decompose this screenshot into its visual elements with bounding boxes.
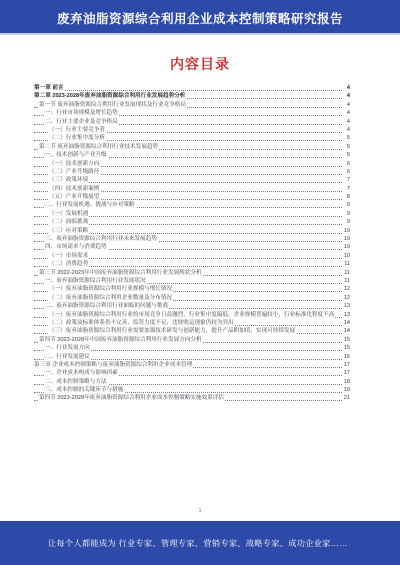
toc-entry[interactable] <box>34 369 350 377</box>
toc-entry[interactable] <box>34 260 350 268</box>
toc-entry-label: 三、成本控制的关键环节与措施 <box>45 387 124 394</box>
toc-entry-label: （五）产业升级展望 <box>49 194 100 201</box>
toc-entry[interactable] <box>34 126 350 134</box>
toc-entry[interactable] <box>34 168 350 176</box>
toc-entry[interactable] <box>34 176 350 184</box>
toc-entry-label: 第一章 前言 <box>34 85 64 91</box>
toc-entry[interactable] <box>34 134 350 142</box>
toc-entry-label: （二）产业升级路径 <box>49 168 100 175</box>
toc-entry-page: 4 <box>346 93 350 100</box>
toc-entry[interactable] <box>34 361 350 369</box>
toc-entry-page: 4 <box>346 110 350 117</box>
toc-entry[interactable] <box>34 84 350 92</box>
toc-entry[interactable] <box>34 285 350 293</box>
toc-entry[interactable] <box>34 210 350 218</box>
toc-entry-label: （一）行业主要竞争者 <box>49 126 105 133</box>
toc-entry-label: 第三章 企业成本控制策略与废弃油脂资源综合利用企业成本管理 <box>34 361 193 368</box>
toc-entry-page: 9 <box>346 202 350 209</box>
toc-heading: 内容目录 <box>170 56 230 72</box>
toc-entry-page: 15 <box>343 345 350 352</box>
toc-entry-page: 10 <box>343 236 350 243</box>
toc-entry-label: 第二章 2023-2028年废弃油脂资源综合利用行业发展趋势分析 <box>34 93 186 100</box>
toc-entry-label: （一）技术创新方向 <box>49 160 100 167</box>
toc-entry-page: 17 <box>343 370 350 377</box>
toc-entry-page: 5 <box>346 143 350 150</box>
toc-entry-page: 10 <box>343 252 350 259</box>
toc-entry[interactable] <box>34 353 350 361</box>
toc-entry-page: 13 <box>343 311 350 318</box>
toc-entry[interactable] <box>34 378 350 386</box>
toc-entry-label: （二）政策及标准体系仍不完善，监管力度不足，违规收运现象仍较为突出 <box>49 319 234 326</box>
toc-entry-page: 16 <box>343 353 350 360</box>
toc-entry[interactable] <box>34 252 350 260</box>
toc-entry-label: （一）废弃油脂资源综合利用行业规模与增长情况 <box>49 286 173 293</box>
toc-entry-page: 5 <box>346 152 350 159</box>
toc-entry-label: （一）市场需求 <box>49 252 89 259</box>
toc-entry[interactable] <box>34 118 350 126</box>
toc-entry[interactable] <box>34 327 350 335</box>
toc-entry[interactable] <box>34 193 350 201</box>
toc-entry[interactable] <box>34 151 350 159</box>
toc-entry-page: 7 <box>346 185 350 192</box>
toc-entry[interactable] <box>34 235 350 243</box>
toc-entry-label: （四）技术创新案例 <box>49 185 100 192</box>
toc-entry-page: 4 <box>346 126 350 133</box>
toc-entry[interactable] <box>34 143 350 151</box>
toc-entry-page: 12 <box>343 286 350 293</box>
toc-entry[interactable] <box>34 160 350 168</box>
toc-entry-label: 一、技术创新与产业升级 <box>45 152 107 159</box>
toc-entry-page: 9 <box>346 210 350 217</box>
toc-entry-page: 12 <box>343 294 350 301</box>
toc-entry-page: 15 <box>343 336 350 343</box>
toc-entry-label: （二）行业集中度分析 <box>49 135 105 142</box>
toc-entry-page: 17 <box>343 361 350 368</box>
toc-entry[interactable] <box>34 227 350 235</box>
page-number: 1 <box>198 508 202 514</box>
toc-entry[interactable] <box>34 269 350 277</box>
toc-entry-label: 四、市场需求与消费趋势 <box>45 244 107 251</box>
toc-entry[interactable] <box>34 101 350 109</box>
toc-entry-label: 二、行业发展建议 <box>45 353 90 360</box>
toc-entry-label: 一、废弃油脂资源综合利用行业发展状况 <box>45 277 146 284</box>
toc-entry-label: 三、废弃油脂资源综合利用行业未来发展趋势 <box>45 236 157 243</box>
toc-entry-page: 6 <box>346 160 350 167</box>
toc-entry-page: 19 <box>343 387 350 394</box>
toc-entry[interactable] <box>34 394 350 402</box>
toc-entry-page: 4 <box>346 118 350 125</box>
toc-entry-label: 第四节 2023-2028年废弃油脂资源综合利用企业成本控制策略实施效果评估 <box>39 395 224 402</box>
toc-entry[interactable] <box>34 218 350 226</box>
toc-entry-page: 4 <box>346 101 350 108</box>
footer-banner <box>0 521 400 565</box>
toc-entry-label: 二、行业发展机遇、挑战与应对策略 <box>45 202 135 209</box>
toc-entry-label: 一、行业发展方向 <box>45 345 90 352</box>
toc-entry-label: （三）政策环境 <box>49 177 89 184</box>
toc-entry-label: 第二节 废弃油脂资源综合利用行业技术发展趋势 <box>39 143 159 150</box>
toc-entry-label: 二、废弃油脂资源综合利用行业面临的问题与挑战 <box>45 303 169 310</box>
toc-entry-page: 11 <box>344 277 350 284</box>
toc-entry-label: （二）面临挑战 <box>49 219 89 226</box>
toc-entry-page: 11 <box>344 261 350 268</box>
toc-entry-page: 6 <box>346 168 350 175</box>
report-header <box>0 0 400 33</box>
toc-entry-page: 13 <box>343 303 350 310</box>
toc-entry-label: 第四节 2023-2028年中国废弃油脂资源综合利用行业发展方向分析 <box>39 336 202 343</box>
header-divider <box>0 33 400 35</box>
toc-entry-page: 14 <box>343 328 350 335</box>
toc-entry[interactable] <box>34 336 350 344</box>
toc-entry-page: 18 <box>343 378 350 385</box>
toc-entry[interactable] <box>34 109 350 117</box>
toc-entry[interactable] <box>34 319 350 327</box>
toc-entry-label: 二、行业主要企业及竞争格局 <box>45 118 118 125</box>
toc-entry-label: （二）消费趋势 <box>49 261 89 268</box>
toc-entry-label: 二、成本控制策略与方法 <box>45 378 107 385</box>
toc-entry-label: 第三节 2022-2023年中国废弃油脂资源综合利用行业发展现状分析 <box>39 269 202 276</box>
toc-entry-label: （一）废弃油脂资源综合利用行业的市场竞争日益激烈，行业集中度偏低，企业规模普遍较小，行业标准化程度不高 <box>49 311 335 318</box>
toc-entry-label: （二）废弃油脂资源综合利用企业数量及分布情况 <box>49 294 173 301</box>
toc-entry-label: 一、行业市场规模及增长趋势 <box>45 110 118 117</box>
footer-slogan: 让每个人都能成为 行业专家、管理专家、营销专家、战略专家、成功企业家…… <box>48 539 348 548</box>
toc-entry-page: 7 <box>346 177 350 184</box>
toc-entry-label: （三）废弃油脂资源综合利用行业需要加强技术研发与创新能力，提升产品附加值，实现可持续发展 <box>49 328 296 335</box>
toc-entry[interactable] <box>34 302 350 310</box>
toc-entry-page: 21 <box>343 395 350 402</box>
toc-entry[interactable] <box>34 294 350 302</box>
toc-entry-page: 14 <box>343 319 350 326</box>
toc-leader-dots <box>34 90 342 91</box>
toc-entry-page: 10 <box>343 227 350 234</box>
toc-entry-page: 9 <box>346 219 350 226</box>
table-of-contents <box>34 84 350 403</box>
toc-entry[interactable] <box>34 185 350 193</box>
toc-entry[interactable] <box>34 311 350 319</box>
toc-entry[interactable] <box>34 277 350 285</box>
toc-entry-page: 5 <box>346 135 350 142</box>
toc-entry-page: 8 <box>346 194 350 201</box>
toc-entry-page: 4 <box>346 85 350 91</box>
toc-entry[interactable] <box>34 243 350 251</box>
report-title: 废弃油脂资源综合利用企业成本控制策略研究报告 <box>56 12 343 26</box>
toc-entry-page: 10 <box>343 244 350 251</box>
toc-entry-page: 11 <box>344 269 350 276</box>
toc-entry-label: 第一节 废弃油脂资源综合利用行业发展现状及行业竞争格局 <box>39 101 186 108</box>
toc-entry-label: （三）应对策略 <box>49 227 89 234</box>
toc-entry[interactable] <box>34 201 350 209</box>
toc-entry[interactable] <box>34 386 350 394</box>
toc-entry-label: 一、企业成本构成与影响因素 <box>45 370 118 377</box>
toc-entry-label: （一）发展机遇 <box>49 210 89 217</box>
toc-entry[interactable] <box>34 344 350 352</box>
toc-entry[interactable] <box>34 92 350 100</box>
